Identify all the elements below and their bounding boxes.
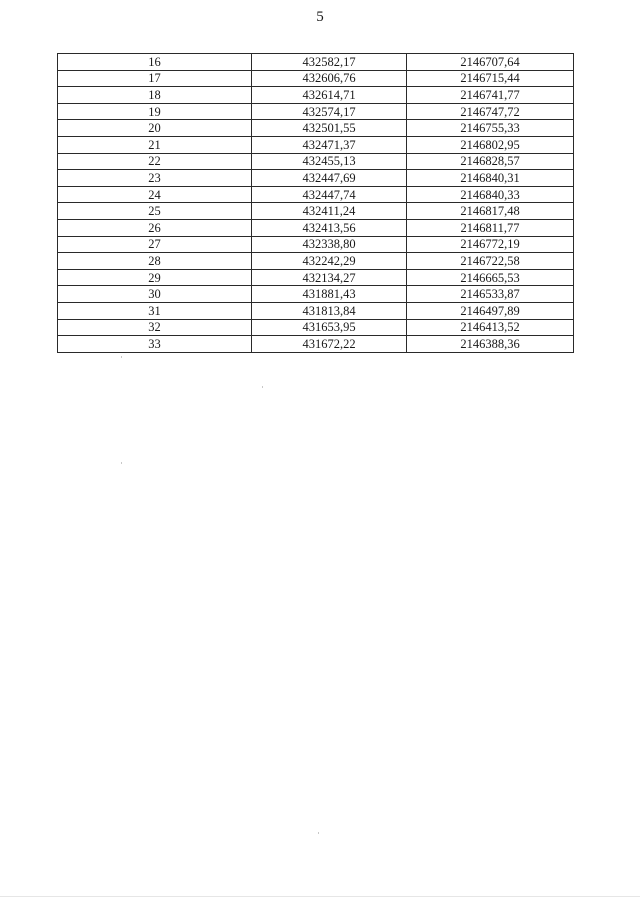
scan-speck xyxy=(262,386,263,388)
table-row xyxy=(58,120,574,137)
point-number-cell: 17 xyxy=(58,70,252,87)
y-coordinate-cell: 2146811,77 xyxy=(407,219,574,236)
x-coordinate-cell: 432501,55 xyxy=(252,120,407,137)
point-number-cell: 22 xyxy=(58,153,252,170)
y-coordinate-cell: 2146533,87 xyxy=(407,286,574,303)
point-number-cell: 29 xyxy=(58,269,252,286)
y-coordinate-cell: 2146497,89 xyxy=(407,302,574,319)
page-bottom-edge xyxy=(0,896,640,897)
table-row xyxy=(58,236,574,253)
x-coordinate-cell: 432413,56 xyxy=(252,219,407,236)
coordinates-table xyxy=(57,53,574,353)
x-coordinate-cell: 432606,76 xyxy=(252,70,407,87)
x-coordinate-cell: 432471,37 xyxy=(252,136,407,153)
point-number-cell: 16 xyxy=(58,54,252,71)
y-coordinate-cell: 2146665,53 xyxy=(407,269,574,286)
y-coordinate-cell: 2146772,19 xyxy=(407,236,574,253)
x-coordinate-cell: 432447,74 xyxy=(252,186,407,203)
x-coordinate-cell: 432614,71 xyxy=(252,87,407,104)
point-number-cell: 24 xyxy=(58,186,252,203)
x-coordinate-cell: 432411,24 xyxy=(252,203,407,220)
table-row xyxy=(58,170,574,187)
point-number-cell: 28 xyxy=(58,253,252,270)
x-coordinate-cell: 432447,69 xyxy=(252,170,407,187)
y-coordinate-cell: 2146802,95 xyxy=(407,136,574,153)
table-row xyxy=(58,103,574,120)
x-coordinate-cell: 431813,84 xyxy=(252,302,407,319)
y-coordinate-cell: 2146747,72 xyxy=(407,103,574,120)
table-row xyxy=(58,219,574,236)
y-coordinate-cell: 2146755,33 xyxy=(407,120,574,137)
y-coordinate-cell: 2146388,36 xyxy=(407,336,574,353)
point-number-cell: 32 xyxy=(58,319,252,336)
point-number-cell: 31 xyxy=(58,302,252,319)
point-number-cell: 18 xyxy=(58,87,252,104)
point-number-cell: 19 xyxy=(58,103,252,120)
point-number-cell: 25 xyxy=(58,203,252,220)
table-row xyxy=(58,203,574,220)
y-coordinate-cell: 2146828,57 xyxy=(407,153,574,170)
point-number-cell: 21 xyxy=(58,136,252,153)
x-coordinate-cell: 432582,17 xyxy=(252,54,407,71)
table-row xyxy=(58,319,574,336)
table-row xyxy=(58,186,574,203)
table-row xyxy=(58,153,574,170)
x-coordinate-cell: 431672,22 xyxy=(252,336,407,353)
y-coordinate-cell: 2146840,31 xyxy=(407,170,574,187)
x-coordinate-cell: 432455,13 xyxy=(252,153,407,170)
point-number-cell: 27 xyxy=(58,236,252,253)
table-row xyxy=(58,87,574,104)
y-coordinate-cell: 2146840,33 xyxy=(407,186,574,203)
y-coordinate-cell: 2146722,58 xyxy=(407,253,574,270)
x-coordinate-cell: 431881,43 xyxy=(252,286,407,303)
x-coordinate-cell: 432242,29 xyxy=(252,253,407,270)
table-row xyxy=(58,70,574,87)
table-row xyxy=(58,253,574,270)
coordinates-table-body xyxy=(58,54,574,353)
table-row xyxy=(58,302,574,319)
scan-speck xyxy=(121,356,122,358)
x-coordinate-cell: 432134,27 xyxy=(252,269,407,286)
y-coordinate-cell: 2146817,48 xyxy=(407,203,574,220)
point-number-cell: 33 xyxy=(58,336,252,353)
table-row xyxy=(58,136,574,153)
point-number-cell: 20 xyxy=(58,120,252,137)
scan-speck xyxy=(318,832,319,834)
table-row xyxy=(58,54,574,71)
table-row xyxy=(58,286,574,303)
y-coordinate-cell: 2146413,52 xyxy=(407,319,574,336)
y-coordinate-cell: 2146741,77 xyxy=(407,87,574,104)
x-coordinate-cell: 431653,95 xyxy=(252,319,407,336)
point-number-cell: 26 xyxy=(58,219,252,236)
point-number-cell: 30 xyxy=(58,286,252,303)
y-coordinate-cell: 2146707,64 xyxy=(407,54,574,71)
x-coordinate-cell: 432574,17 xyxy=(252,103,407,120)
table-row xyxy=(58,269,574,286)
y-coordinate-cell: 2146715,44 xyxy=(407,70,574,87)
point-number-cell: 23 xyxy=(58,170,252,187)
scan-speck xyxy=(121,462,122,464)
page-number: 5 xyxy=(316,9,324,25)
x-coordinate-cell: 432338,80 xyxy=(252,236,407,253)
table-row xyxy=(58,336,574,353)
